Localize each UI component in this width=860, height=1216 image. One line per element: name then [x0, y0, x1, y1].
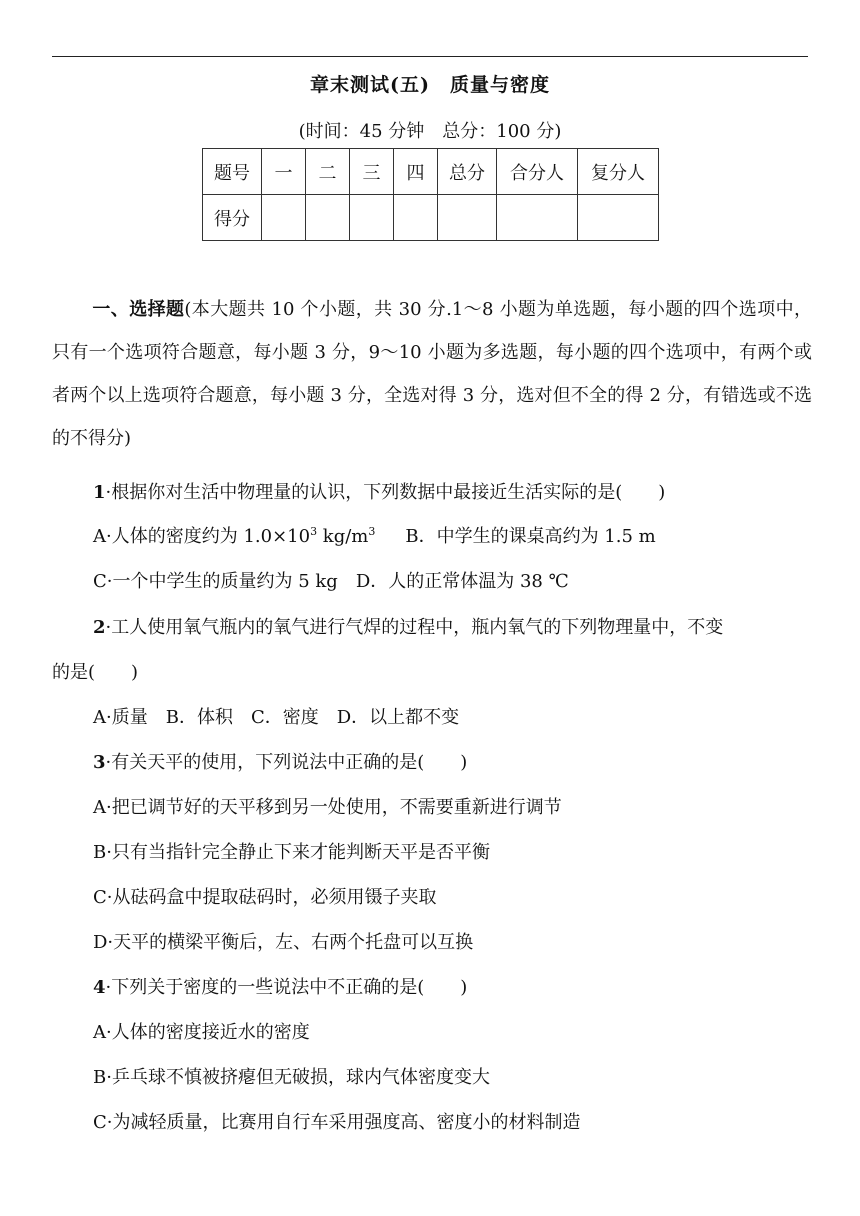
superscript: 3	[310, 525, 318, 538]
question-1-options-cd: C·一个中学生的质量约为 5 kg D．人的正常体温为 38 ℃	[93, 571, 569, 592]
question-text: ·根据你对生活中物理量的认识，下列数据中最接近生活实际的是( )	[105, 482, 666, 503]
score-input-cell[interactable]	[350, 195, 394, 241]
question-3-option-a: A·把已调节好的天平移到另一处使用，不需要重新进行调节	[93, 797, 562, 818]
option-a: A·人体的密度约为 1.0×10	[93, 526, 311, 547]
table-cell: 三	[350, 149, 394, 195]
question-2-stem	[93, 613, 723, 639]
superscript: 3	[368, 525, 376, 538]
table-cell: 二	[306, 149, 350, 195]
score-input-cell[interactable]	[578, 195, 659, 241]
top-rule	[52, 56, 808, 57]
question-4-stem	[93, 973, 467, 999]
question-3-stem	[93, 748, 467, 774]
question-3-option-c: C·从砝码盒中提取砝码时，必须用镊子夹取	[93, 887, 437, 908]
question-4-option-a: A·人体的密度接近水的密度	[93, 1022, 310, 1043]
question-1-options-ab	[93, 522, 656, 548]
score-table	[202, 148, 659, 241]
unit-text: kg/m	[317, 526, 369, 547]
table-cell: 合分人	[497, 149, 578, 195]
question-text: ·有关天平的使用，下列说法中正确的是( )	[105, 752, 468, 773]
question-number: 1	[93, 482, 106, 503]
question-2-options: A·质量 B．体积 C．密度 D．以上都不变	[93, 707, 460, 728]
table-cell: 得分	[203, 195, 262, 241]
score-input-cell[interactable]	[262, 195, 306, 241]
question-number: 2	[93, 617, 106, 638]
question-4-option-b: B·乒乓球不慎被挤瘪但无破损，球内气体密度变大	[93, 1067, 490, 1088]
score-input-cell[interactable]	[394, 195, 438, 241]
question-number: 3	[93, 752, 106, 773]
table-cell: 四	[394, 149, 438, 195]
question-number: 4	[93, 977, 106, 998]
option-b: B．中学生的课桌高约为 1.5 m	[405, 526, 656, 547]
section-heading: 一、选择题	[92, 299, 185, 320]
score-input-cell[interactable]	[497, 195, 578, 241]
question-text: ·工人使用氧气瓶内的氧气进行气焊的过程中，瓶内氧气的下列物理量中，不变	[105, 617, 724, 638]
question-3-option-b: B·只有当指针完全静止下来才能判断天平是否平衡	[93, 842, 490, 863]
question-3-option-d: D·天平的横梁平衡后，左、右两个托盘可以互换	[93, 932, 474, 953]
score-input-cell[interactable]	[438, 195, 497, 241]
question-text: ·下列关于密度的一些说法中不正确的是( )	[105, 977, 468, 998]
score-table-header-row	[203, 149, 659, 195]
table-cell: 复分人	[578, 149, 659, 195]
question-1-stem	[93, 478, 665, 504]
page-subtitle: (时间：45 分钟 总分：100 分)	[298, 121, 562, 142]
question-2-stem-cont: 的是( )	[52, 662, 139, 683]
table-cell: 题号	[203, 149, 262, 195]
score-table-score-row	[203, 195, 659, 241]
table-cell: 一	[262, 149, 306, 195]
score-input-cell[interactable]	[306, 195, 350, 241]
page-title: 章末测试(五) 质量与密度	[310, 74, 550, 96]
table-cell: 总分	[438, 149, 497, 195]
question-4-option-c: C·为减轻质量，比赛用自行车采用强度高、密度小的材料制造	[93, 1112, 581, 1133]
section-instructions	[52, 288, 812, 460]
section-instructions-text: (本大题共 10 个小题，共 30 分.1～8 小题为单选题，每小题的四个选项中，只有一个选项符合题意，每小题 3 分，9～10 小题为多选题，每小题的四个选项中，有两个或者两个以上选项符合题意，每小题 3 分，全选对得 3 分，选对但不全的得 2 分，有错选或不选的不得分)	[52, 299, 812, 449]
